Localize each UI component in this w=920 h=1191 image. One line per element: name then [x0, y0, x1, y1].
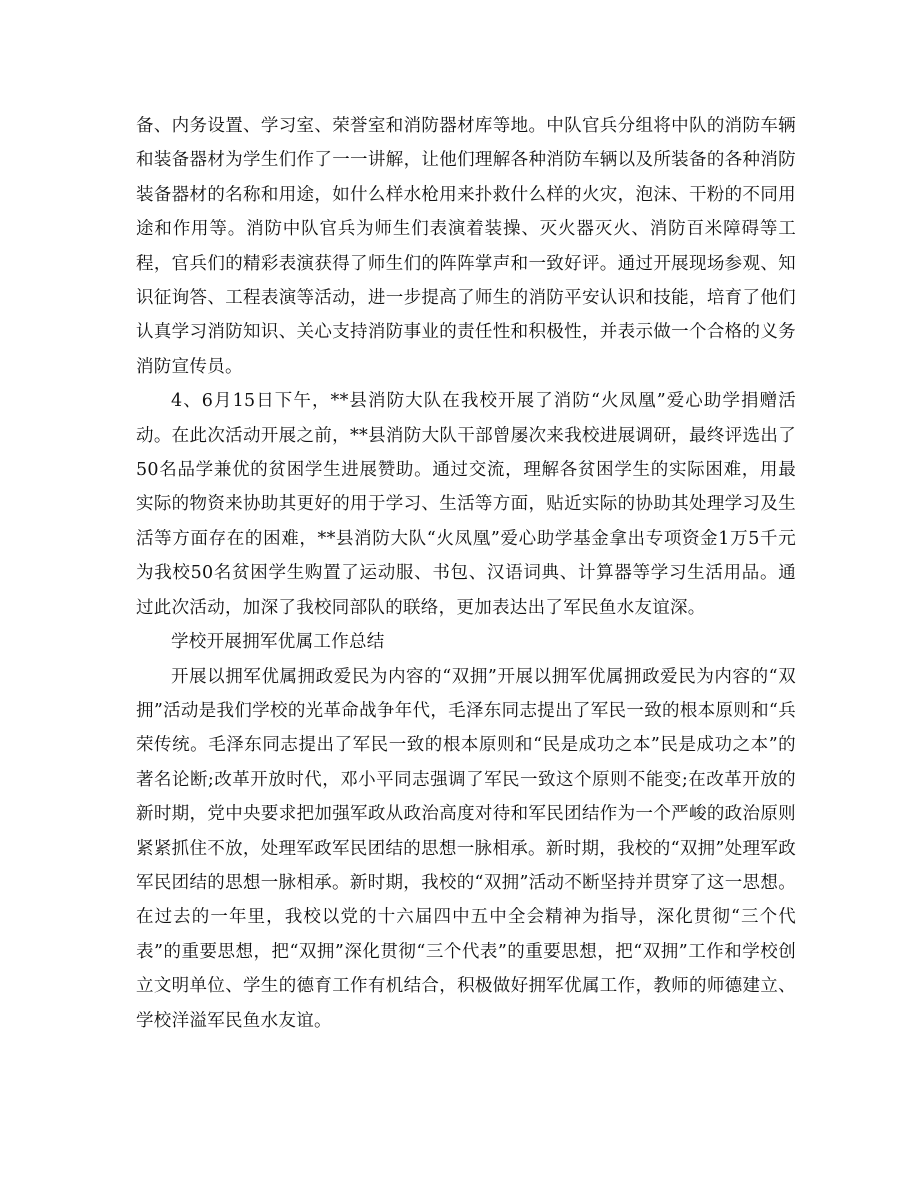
document-body: [136, 109, 796, 1038]
section-title: 学校开展拥军优属工作总结: [171, 632, 385, 653]
paragraph-fire-station-visit: 备、内务设置、学习室、荣誉室和消防器材库等地。中队官兵分组将中队的消防车辆和装备器材为学生们作了一一讲解，让他们理解各种消防车辆以及所装备的各种消防装备器材的名称和用途，如什么样水枪用来扑救什么样的火灾，泡沫、干粉的不同用途和作用等。消防中队官兵为师生们表演着装操、灭火器灭火、消防百米障碍等工程，官兵们的精彩表演获得了师生们的阵阵掌声和一致好评。通过开展现场参观、知识征询答、工程表演等活动，进一步提高了师生的消防平安认识和技能，培育了他们认真学习消防知识、关心支持消防事业的责任性和积极性，并表示做一个合格的义务消防宣传员。: [136, 116, 796, 377]
paragraph-double-support: 开展以拥军优属拥政爱民为内容的“双拥”开展以拥军优属拥政爱民为内容的“双拥”活动是我们学校的光革命战争年代，毛泽东同志提出了军民一致的根本原则和“兵荣传统。毛泽东同志提出了军民一致的根本原则和“民是成功之本”民是成功之本”的著名论断;改革开放时代，邓小平同志强调了军民一致这个原则不能变;在改革开放的新时期，党中央要求把加强军政从政治高度对待和军民团结作为一个严峻的政治原则紧紧抓住不放，处理军政军民团结的思想一脉相承。新时期，我校的“双拥”处理军政军民团结的思想一脉相承。新时期，我校的“双拥”活动不断坚持并贯穿了这一思想。在过去的一年里，我校以党的十六届四中五中全会精神为指导，深化贯彻“三个代表”的重要思想，把“双拥”深化贯彻“三个代表”的重要思想，把“双拥”工作和学校创立文明单位、学生的德育工作有机结合，积极做好拥军优属工作，教师的师德建立、学校洋溢军民鱼水友谊。: [136, 666, 796, 1031]
paragraph-phoenix-donation: 4、6月15日下午，**县消防大队在我校开展了消防“火凤凰”爱心助学捐赠活动。在此次活动开展之前，**县消防大队干部曾屡次来我校进展调研，最终评选出了50名品学兼优的贫困学生进展赞助。通过交流，理解各贫困学生的实际困难，用最实际的物资来协助其更好的用于学习、生活等方面，贴近实际的协助其处理学习及生活等方面存在的困难，**县消防大队“火凤凰”爱心助学基金拿出专项资金1万5千元为我校50名贫困学生购置了运动服、书包、汉语词典、计算器等学习生活用品。通过此次活动，加深了我校同部队的联络，更加表达出了军民鱼水友谊深。: [136, 391, 796, 618]
